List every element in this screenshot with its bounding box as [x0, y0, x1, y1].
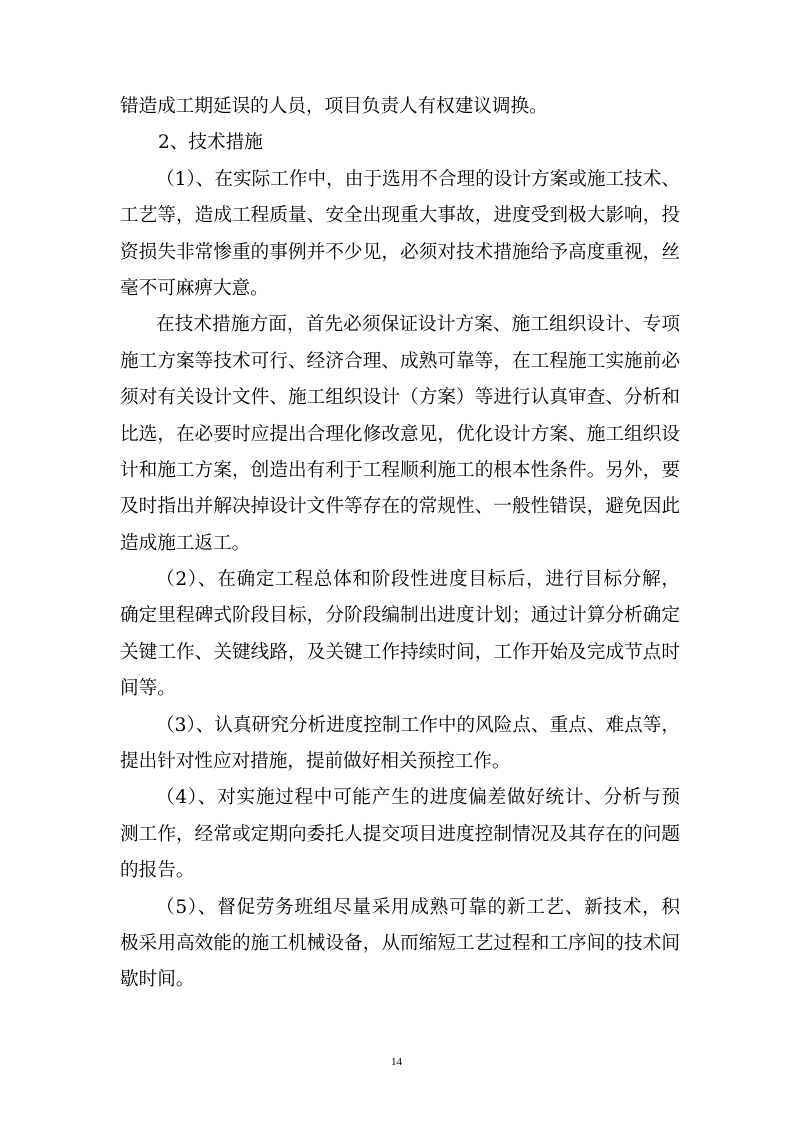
text-line: 提出针对性应对措施，提前做好相关预控工作。: [120, 751, 511, 773]
text-line: 测工作，经常或定期向委托人提交项目进度控制情况及其存在的问题: [120, 823, 680, 845]
text-line: 在技术措施方面，首先必须保证设计方案、施工组织设计、专项: [156, 314, 680, 336]
text-line: （3）、认真研究分析进度控制工作中的风险点、重点、难点等，: [156, 714, 680, 736]
text-line: 须对有关设计文件、施工组织设计（方案）等进行认真审查、分析和: [120, 387, 680, 409]
text-line: 极采用高效能的施工机械设备，从而缩短工艺过程和工序间的技术间: [120, 932, 680, 954]
text-line: 毫不可麻痹大意。: [120, 277, 269, 299]
section-heading: 2、技术措施: [158, 132, 263, 154]
text-line: 比选，在必要时应提出合理化修改意见，优化设计方案、施工组织设: [120, 423, 680, 445]
text-line: 施工方案等技术可行、经济合理、成熟可靠等，在工程施工实施前必: [120, 350, 680, 372]
text-line: 间等。: [120, 678, 176, 700]
text-line: （5）、督促劳务班组尽量采用成熟可靠的新工艺、新技术，积: [156, 896, 680, 918]
body-text: [120, 89, 680, 999]
text-line: 关键工作、关键线路，及关键工作持续时间，工作开始及完成节点时: [120, 641, 680, 663]
text-line: 错造成工期延误的人员，项目负责人有权建议调换。: [120, 96, 548, 117]
text-line: 歇时间。: [120, 969, 195, 991]
text-line: 及时指出并解决掉设计文件等存在的常规性、一般性错误，避免因此: [120, 496, 680, 518]
text-line: 资损失非常惨重的事例并不少见，必须对技术措施给予高度重视，丝: [120, 241, 680, 263]
text-line: 计和施工方案，创造出有利于工程顺利施工的根本性条件。另外，要: [120, 459, 680, 481]
text-line: 造成施工返工。: [120, 532, 251, 554]
text-line: 工艺等，造成工程质量、安全出现重大事故，进度受到极大影响，投: [120, 205, 680, 227]
text-line: 的报告。: [120, 860, 195, 882]
text-line: （4）、对实施过程中可能产生的进度偏差做好统计、分析与预: [156, 787, 680, 809]
page-number: 14: [391, 1056, 402, 1068]
text-line: （2）、在确定工程总体和阶段性进度目标后，进行目标分解，: [156, 569, 680, 591]
text-line: （1）、在实际工作中，由于选用不合理的设计方案或施工技术、: [156, 168, 680, 190]
text-line: 确定里程碑式阶段目标，分阶段编制出进度计划；通过计算分析确定: [120, 605, 680, 627]
